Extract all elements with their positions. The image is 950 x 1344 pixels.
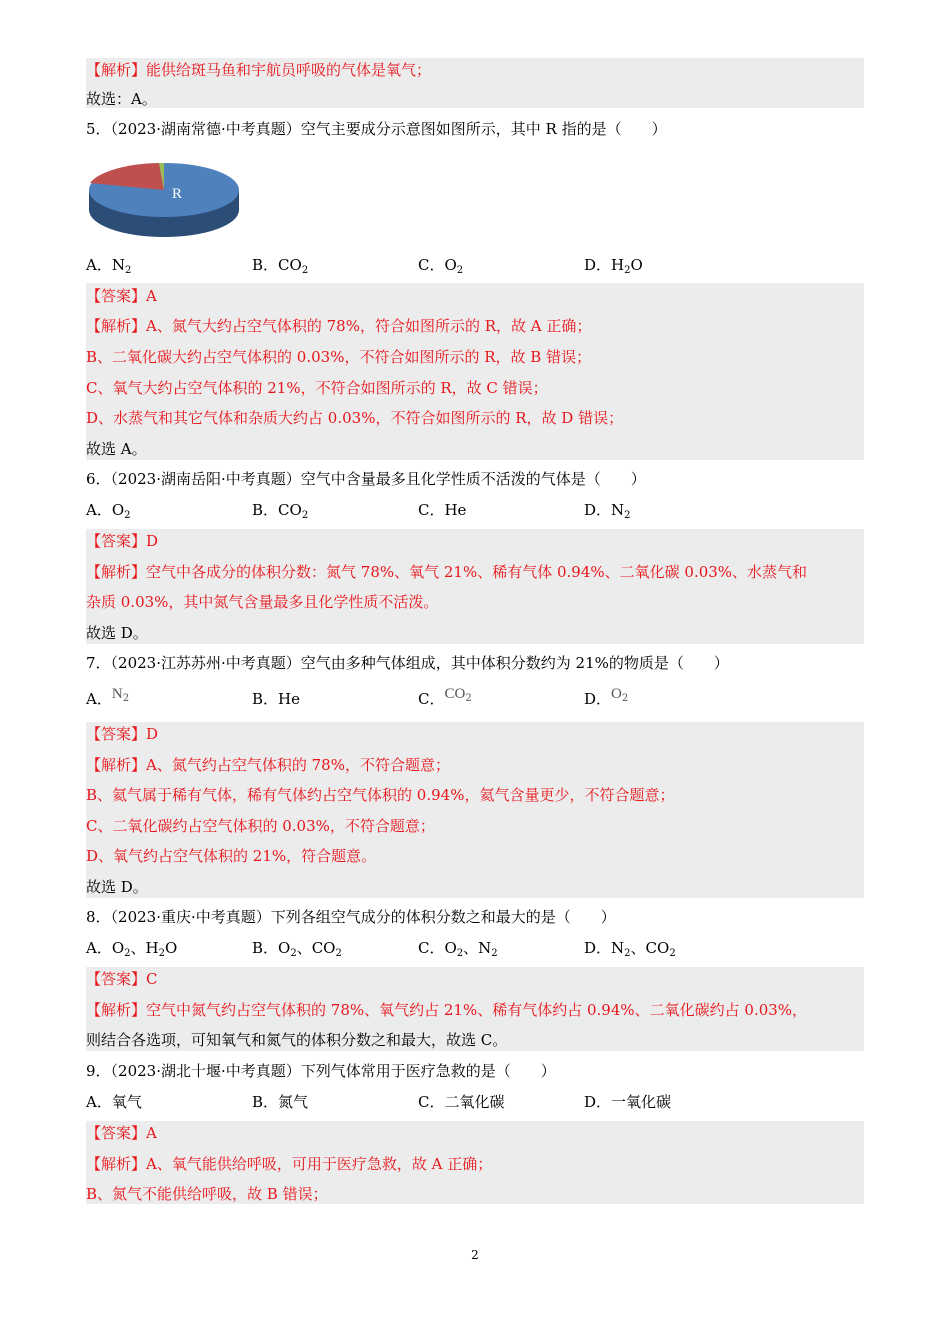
analysis-line: B、氦气属于稀有气体，稀有气体约占空气体积的 0.94%，氦气含量更少，不符合题意； xyxy=(86,786,675,804)
analysis-line: 【解析】空气中氮气约占空气体积的 78%、氧气约占 21%、稀有气体约占 0.94%、二氧化碳约占 0.03%， xyxy=(86,1001,808,1019)
analysis-line: 【解析】空气中各成分的体积分数：氮气 78%、氧气 21%、稀有气体 0.94%、二氧化碳 0.03%、水蒸气和 xyxy=(86,563,808,581)
answer-block-q9 xyxy=(86,1121,864,1204)
q6-option-d: D．$N_2$ xyxy=(584,501,631,521)
answer-block-q6 xyxy=(86,529,864,644)
answer-line: 【答案】D xyxy=(86,532,159,550)
air-composition-pie-chart xyxy=(86,148,246,240)
q8-option-d: D．$N_2$、$CO_2$ xyxy=(584,939,676,959)
pie-label-r: R xyxy=(172,186,183,202)
answer-block-q7 xyxy=(86,722,864,898)
q5-option-b: B．$CO_2$ xyxy=(252,256,309,276)
q9-option-c: C．二氧化碳 xyxy=(418,1093,505,1111)
answer-line: 【答案】A xyxy=(86,287,157,305)
analysis-line: C、氧气大约占空气体积的 21%，不符合如图所示的 R，故 C 错误； xyxy=(86,379,548,397)
q8-option-b: B．$O_2$、$CO_2$ xyxy=(252,939,342,959)
q9-option-d: D．一氧化碳 xyxy=(584,1093,672,1111)
analysis-block-q4 xyxy=(86,58,864,108)
q6-option-c: C．He xyxy=(418,501,467,519)
q6-option-a: A．$O_2$ xyxy=(86,501,131,521)
analysis-line: 【解析】A、氧气能供给呼吸，可用于医疗急救，故 A 正确； xyxy=(86,1155,493,1173)
analysis-line: C、二氧化碳约占空气体积的 0.03%，不符合题意； xyxy=(86,817,435,835)
q5-option-c: C．$O_2$ xyxy=(418,256,464,276)
q5-option-d: D．$H_2O$ xyxy=(584,256,643,276)
question-7-stem: 7．（2023·江苏苏州·中考真题）空气由多种气体组成，其中体积分数约为 21%的物质是（ ） xyxy=(86,654,729,672)
analysis-line: D、水蒸气和其它气体和杂质大约占 0.03%，不符合如图所示的 R，故 D 错误； xyxy=(86,409,624,427)
analysis-line: B、二氧化碳大约占空气体积的 0.03%，不符合如图所示的 R，故 B 错误； xyxy=(86,348,592,366)
q9-option-a: A．氧气 xyxy=(86,1093,142,1111)
analysis-line: D、氧气约占空气体积的 21%，符合题意。 xyxy=(86,847,377,865)
analysis-line: 则结合各选项，可知氧气和氮气的体积分数之和最大，故选 C。 xyxy=(86,1031,508,1049)
question-5-stem: 5．（2023·湖南常德·中考真题）空气主要成分示意图如图所示，其中 R 指的是（ ） xyxy=(86,120,667,138)
analysis-line: 【解析】能供给斑马鱼和宇航员呼吸的气体是氧气； xyxy=(86,61,432,79)
question-6-stem: 6．（2023·湖南岳阳·中考真题）空气中含量最多且化学性质不活泼的气体是（ ） xyxy=(86,470,646,488)
analysis-line: B、氮气不能供给呼吸，故 B 错误； xyxy=(86,1185,328,1203)
q6-option-b: B．$CO_2$ xyxy=(252,501,309,521)
q5-option-a: A．$N_2$ xyxy=(86,256,132,276)
q9-option-b: B．氮气 xyxy=(252,1093,309,1111)
answer-line: 【答案】A xyxy=(86,1124,157,1142)
answer-line: 【答案】D xyxy=(86,725,159,743)
analysis-line: 【解析】A、氮气大约占空气体积的 78%，符合如图所示的 R，故 A 正确； xyxy=(86,317,592,335)
q8-option-c: C．$O_2$、$N_2$ xyxy=(418,939,498,959)
analysis-line: 【解析】A、氮气约占空气体积的 78%，不符合题意； xyxy=(86,756,450,774)
q7-option-b: B．He xyxy=(252,690,300,708)
q8-option-a: A．$O_2$、$H_2O$ xyxy=(86,939,178,959)
q7-option-c: C．$CO_2$ xyxy=(418,686,472,708)
q7-option-a: A．$N_2$ xyxy=(86,686,130,708)
conclusion-line: 故选：A。 xyxy=(86,90,157,108)
conclusion-line: 故选 D。 xyxy=(86,878,148,896)
conclusion-line: 故选 A。 xyxy=(86,440,147,458)
question-9-stem: 9．（2023·湖北十堰·中考真题）下列气体常用于医疗急救的是（ ） xyxy=(86,1062,556,1080)
answer-line: 【答案】C xyxy=(86,970,158,988)
q7-option-d: D．$O_2$ xyxy=(584,686,629,708)
conclusion-line: 故选 D。 xyxy=(86,624,148,642)
analysis-line: 杂质 0.03%，其中氮气含量最多且化学性质不活泼。 xyxy=(86,593,439,611)
answer-block-q8 xyxy=(86,967,864,1051)
answer-block-q5 xyxy=(86,283,864,460)
question-8-stem: 8．（2023·重庆·中考真题）下列各组空气成分的体积分数之和最大的是（ ） xyxy=(86,908,616,926)
page-number: 2 xyxy=(471,1248,479,1262)
